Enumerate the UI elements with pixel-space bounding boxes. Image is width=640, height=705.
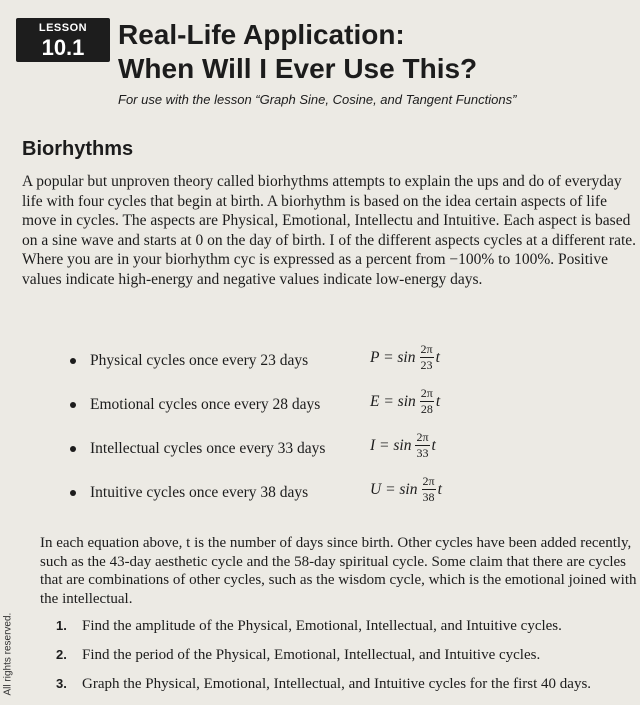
equation-fraction — [415, 430, 429, 461]
closing-paragraph: In each equation above, t is the number of days since birth. Other cycles have been added recently, such as the 43-day aesthetic cycle and the 58-day spiritual cycle. Some claim that there are cycles that are combinations of other cycles, such as the wisdom cycle, which is the emotional joined with the intellectual. — [40, 535, 637, 607]
lesson-badge — [16, 18, 110, 62]
title-line-2: When Will I Ever Use This? — [118, 53, 478, 84]
question-number: 3. — [56, 676, 67, 691]
fraction-numerator: 2π — [416, 430, 429, 444]
equation-variable: t — [437, 480, 442, 498]
cycle-equation — [370, 386, 440, 417]
lesson-subtitle: For use with the lesson “Graph Sine, Cosine, and Tangent Functions” — [118, 92, 517, 107]
equation-lhs: I = sin — [370, 436, 412, 454]
fraction-denominator: 38 — [422, 490, 435, 504]
fraction-numerator: 2π — [420, 386, 433, 400]
cycle-text: Physical cycles once every 23 days — [90, 352, 309, 369]
equation-lhs: U = sin — [370, 480, 418, 498]
lesson-label: LESSON — [38, 22, 88, 34]
equation-fraction — [422, 474, 436, 505]
fraction-numerator: 2π — [422, 474, 435, 488]
title-line-1: Real-Life Application: — [118, 19, 405, 50]
question-list — [56, 618, 636, 705]
bullet-icon — [70, 490, 76, 496]
cycle-text: Intuitive cycles once every 38 days — [90, 484, 309, 501]
equation-lhs: E = sin — [370, 392, 416, 410]
section-heading: Biorhythms — [22, 138, 134, 160]
fraction-denominator: 23 — [420, 358, 433, 372]
cycle-equation — [370, 430, 436, 461]
equation-variable: t — [435, 348, 440, 366]
equation-variable: t — [431, 436, 436, 454]
lesson-number: 10.1 — [41, 35, 85, 60]
question-text: Find the period of the Physical, Emotional, Intellectual, and Intuitive cycles. — [82, 647, 541, 663]
question-item — [56, 618, 636, 647]
fraction-numerator: 2π — [420, 342, 433, 356]
question-item — [56, 676, 636, 705]
cycle-equation — [370, 342, 440, 373]
cycle-text: Intellectual cycles once every 33 days — [90, 440, 326, 457]
intro-paragraph: A popular but unproven theory called biorhythms attempts to explain the ups and do of everyday life with four cycles that begin at birth. A biorhythm is based on the idea certain aspects of life move in cycles. The aspects are Physical, Emotional, Intellectu and Intuitive. Each aspect is based on a sine wave and starts at 0 on the day of birth. I of the different aspects cycles at a different rate. Where you are in your biorhythm cyc is expressed as a percent from −100% to 100%. Positive values indicate high-energy and negative values indicate low-energy days. — [22, 173, 637, 288]
bullet-icon — [70, 402, 76, 408]
equation-fraction — [420, 342, 434, 373]
fraction-denominator: 28 — [420, 402, 433, 416]
question-item — [56, 647, 636, 676]
equation-fraction — [420, 386, 434, 417]
question-text: Graph the Physical, Emotional, Intellectual, and Intuitive cycles for the first 40 days. — [82, 676, 592, 692]
question-number: 2. — [56, 647, 67, 662]
bullet-icon — [70, 358, 76, 364]
equation-lhs: P = sin — [370, 348, 416, 366]
rights-note: All rights reserved. — [2, 612, 14, 696]
equation-variable: t — [435, 392, 441, 410]
question-number: 1. — [56, 618, 67, 633]
page-title — [118, 18, 628, 86]
cycle-equation — [370, 474, 442, 505]
bullet-icon — [70, 446, 76, 452]
fraction-denominator: 33 — [416, 446, 429, 460]
cycle-text: Emotional cycles once every 28 days — [90, 396, 321, 413]
question-text: Find the amplitude of the Physical, Emotional, Intellectual, and Intuitive cycles. — [82, 618, 562, 634]
